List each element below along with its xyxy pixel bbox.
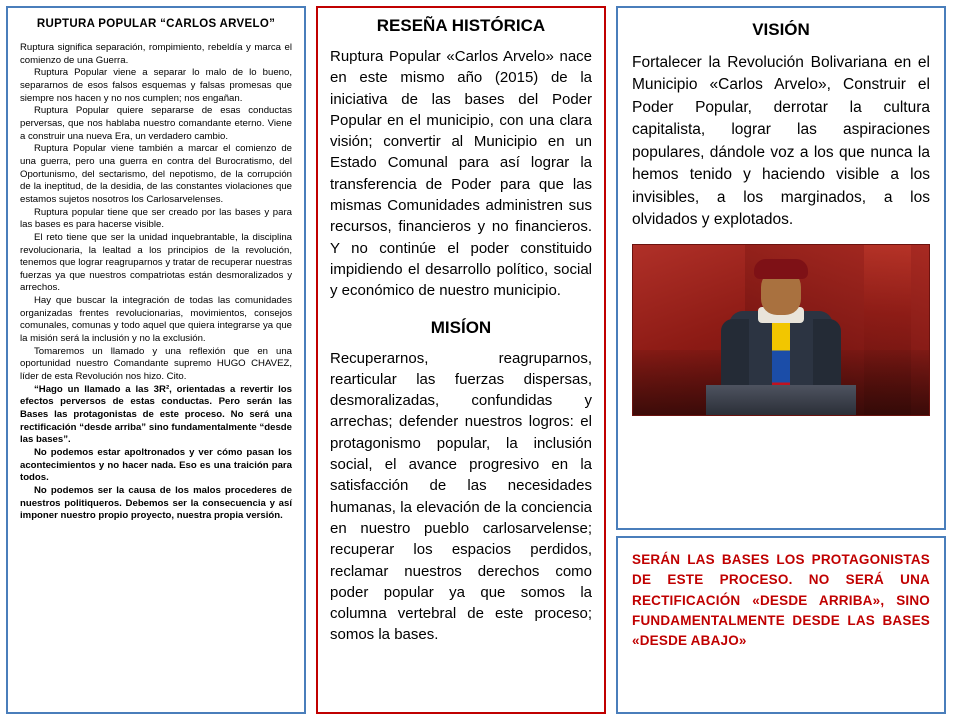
paragraph-bold: “Hago un llamado a las 3R², orientadas a revertir los efectos perversos de estas conductas. Pero serán las Bases las protagonistas de este proceso. No será una rectificación “desde arriba” sino fundamentalmente “desde las bases”. — [20, 383, 292, 446]
resena-historica-title: RESEÑA HISTÓRICA — [376, 16, 546, 35]
mision-body — [330, 348, 592, 646]
paragraph: Fortalecer la Revolución Bolivariana en el Municipio «Carlos Arvelo», Construir el Poder Popular, derrotar la cultura capitalista, lograr las aspiraciones populares, dándole voz a los que nunca la hemos tenido y haciendo visible a los invisibles, a los marginados, a los olvidados y explotados. — [632, 54, 930, 229]
person-red-beret — [754, 259, 808, 279]
paragraph: Ruptura Popular viene a separar lo malo de lo bueno, separarnos de esos falsos esquemas y falsas promesas que siempre nos hacen y no nos cumplen; nos engañan. — [20, 67, 292, 104]
paragraph-bold: No podemos ser la causa de los malos procederes de nuestros politiqueros. Debemos ser la consecuencia y así imponer nuestro propio proyecto, nuestra propia versión. — [20, 484, 292, 522]
panel-ruptura-popular — [6, 6, 306, 714]
panel-left-body — [20, 42, 292, 523]
slogan-text: SERÁN LAS BASES LOS PROTAGONISTAS DE ESTE PROCESO. NO SERÁ UNA RECTIFICACIÓN «DESDE ARRIBA», SINO FUNDAMENTALMENTE DESDE LAS BASES «DESDE ABAJO» — [632, 552, 930, 648]
paragraph: Hay que buscar la integración de todas las comunidades organizadas frentes revolucionarias, movimientos, consejos comunales, comunas y todo aquel que quiera integrarse ya que la misión será la inclusión y no la exclusión. — [20, 295, 292, 345]
paragraph: Ruptura popular tiene que ser creado por las bases y para las bases es para hacerse visible. — [20, 206, 292, 231]
panel-vision — [616, 6, 946, 714]
paragraph: Ruptura Popular «Carlos Arvelo» nace en este mismo año (2015) de la iniciativa de las bases del Poder Popular en el municipio, con una clara visión; convertir al Municipio en un Estado Comunal para así lograr la transferencia de Poder para que las mismas Comunidades administren sus recursos, financieros y no financieros. Y no continúe el poder constituido impidiendo el desarrollo político, social y económico de nuestro municipio. — [330, 48, 592, 300]
vision-box — [616, 6, 946, 530]
paragraph: Tomaremos un llamado y una reflexión que en una oportunidad nuestro Comandante supremo HUGO CHAVEZ, líder de esta Revolución nos hizo. Cito. — [20, 345, 292, 383]
resena-historica-body — [330, 46, 592, 302]
photo-podium — [706, 385, 856, 415]
paragraph-bold: No podemos estar apoltronados y ver cómo pasan los acontecimientos y no hacer nada. Eso es una traición para todos. — [20, 447, 292, 484]
paragraph: El reto tiene que ser la unidad inquebrantable, la disciplina revolucionaria, la lealtad a los principios de la revolución, tenemos que lograr reagruparnos y tratar de recuperar nuestras fuerzas ya que nuestros compatriotas están desmoralizados y arrechos. — [20, 231, 292, 294]
paragraph: Recuperarnos, reagruparnos, rearticular las fuerzas dispersas, desmoralizadas, confundidas y arrechas; defender nuestros logros: el protagonismo popular, la inclusión social, el avance progresivo en la satisfacción de las necesidades humanas, la elevación de la conciencia en nuestro pueblo carlosarvelense; recuperar los espacios perdidos, reclamar nuestros derechos como poder popular ya que somos la columna vertebral de este proceso; somos la bases. — [330, 349, 592, 644]
mision-title: MISÍON — [430, 317, 492, 337]
vision-title: VISIÓN — [752, 20, 810, 39]
vision-body — [632, 52, 930, 232]
paragraph: Ruptura significa separación, rompimiento, rebeldía y marca el comienzo de una Guerra. — [20, 42, 292, 66]
paragraph: Ruptura Popular quiere separarse de esas conductas perversas, que nos hablaba nuestro comandante eterno. Viene a construir una nueva Era, un verdadero cambio. — [20, 105, 292, 142]
panel-left-title: RUPTURA POPULAR “CARLOS ARVELO” — [36, 18, 276, 30]
panel-resena-mision — [316, 6, 606, 714]
paragraph: Ruptura Popular viene también a marcar el comienzo de una guerra, pero una guerra en contra del Burocratismo, del Oportunismo, del sectarismo, del nepotismo, de la corrupción de la ineptitud, de la desidia, de las constantes violaciones que estamos sujetos nosotros los Carlosarvelenses. — [20, 143, 292, 205]
slogan-box — [616, 536, 946, 714]
chavez-photo — [632, 244, 930, 416]
